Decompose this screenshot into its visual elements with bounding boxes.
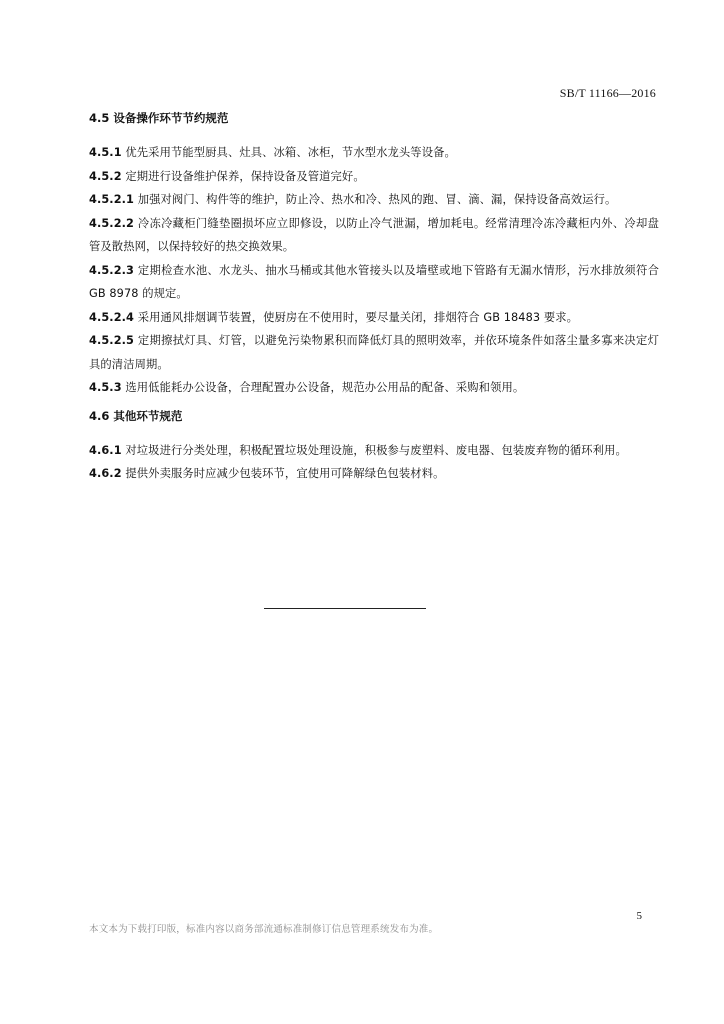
clause-number: 4.6.2 [89,467,122,480]
clause-number: 4.6.1 [89,443,122,457]
footer-disclaimer: 本文本为下载打印版，标准内容以商务部流通标准制修订信息管理系统发布为准。 [89,924,439,935]
clause-text: 冷冻冷藏柜门缝垫圈损坏应立即修设，以防止冷气泄漏，增加耗电。经常清理冷冻冷藏柜内外、冷却盘管及散热网，以保持较好的热交换效果。 [89,216,659,253]
clause-number: 4.5.2.5 [89,334,135,347]
clause-4-5-3 [89,376,659,400]
clause-text: 提供外卖服务时应减少包装环节，宜使用可降解绿色包装材料。 [125,467,445,480]
clause-4-6-2 [89,462,659,486]
clause-4-5-2-2 [89,212,659,259]
clause-4-5-2-5 [89,329,659,376]
clause-text: 定期检查水池、水龙头、抽水马桶或其他水管接头以及墙壁或地下管路有无漏水情形，污水排放须符合 GB 8978 的规定。 [89,263,659,300]
clause-text: 选用低能耗办公设备，合理配置办公设备，规范办公用品的配备、采购和领用。 [125,381,525,394]
clause-text: 优先采用节能型厨具、灶具、冰箱、冰柜，节水型水龙头等设备。 [125,146,456,159]
clause-number: 4.5.2.1 [89,193,135,206]
clause-4-5-2 [89,165,659,189]
clause-number: 4.5.2 [89,169,122,183]
clause-number: 4.5.2.4 [89,310,135,324]
clause-4-5-2-1 [89,188,659,212]
clause-text: 定期进行设备维护保养，保持设备及管道完好。 [125,169,365,183]
clause-text: 采用通风排烟调节装置，使厨房在不使用时，要尽量关闭，排烟符合 GB 18483 要求。 [137,310,579,324]
end-divider-line [264,608,426,609]
document-body [89,108,659,486]
clause-4-5-1 [89,141,659,165]
section-heading-4-6: 4.6 其他环节规范 [89,408,183,423]
clause-4-5-2-4 [89,306,659,330]
clause-number: 4.5.2.3 [89,263,135,277]
clause-text: 定期擦拭灯具、灯管，以避免污染物累积而降低灯具的照明效率，并依环境条件如落尘量多寡来决定灯具的清洁周期。 [89,334,659,371]
section-heading-4-5: 4.5 设备操作环节节约规范 [89,111,229,125]
clause-number: 4.5.2.2 [89,216,135,230]
standard-number: SB/T 11166—2016 [559,86,656,100]
clause-number: 4.5.3 [89,381,122,394]
page-number: 5 [636,910,642,922]
clause-4-5-2-3 [89,259,659,306]
clause-text: 加强对阀门、构件等的维护，防止冷、热水和冷、热风的跑、冒、滴、漏，保持设备高效运行。 [137,193,617,206]
clause-number: 4.5.1 [89,146,122,159]
clause-4-6-1 [89,439,659,463]
clause-text: 对垃圾进行分类处理，积极配置垃圾处理设施，积极参与废塑料、废电器、包装废弃物的循环利用。 [125,443,627,457]
